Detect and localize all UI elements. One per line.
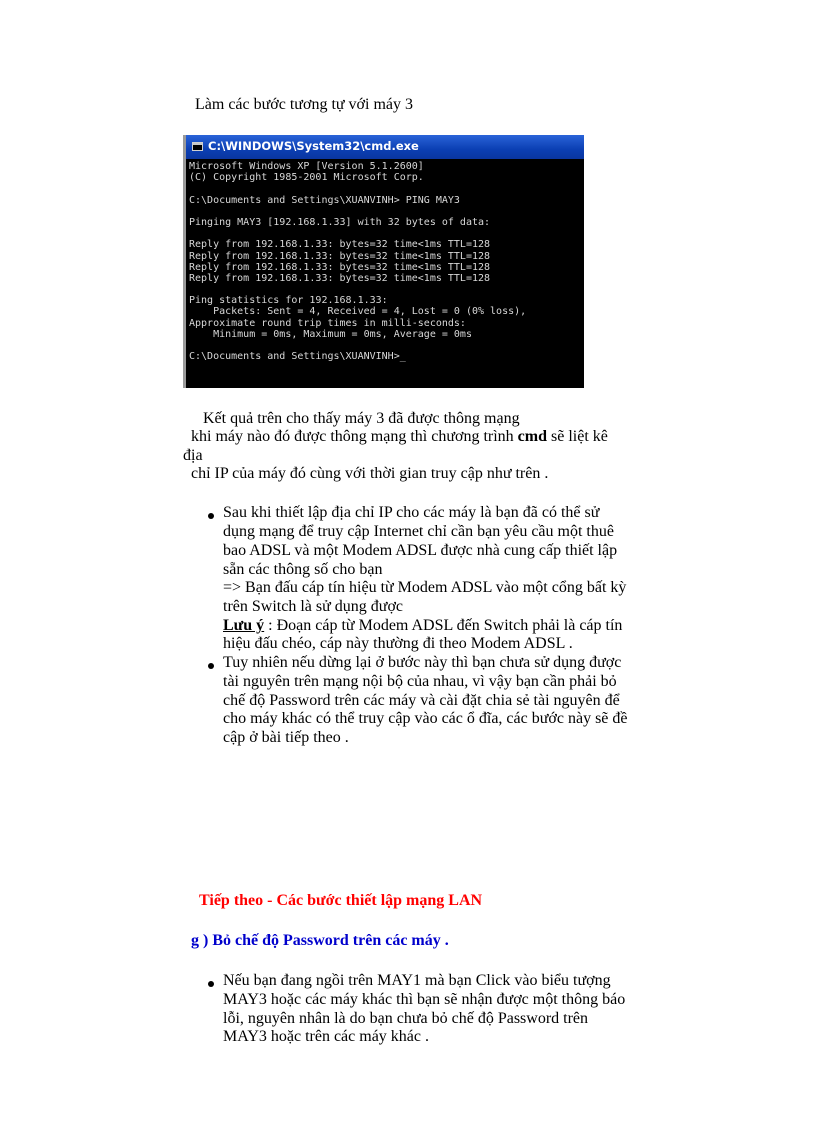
cmd-output-line: Approximate round trip times in milli-seconds: <box>189 317 466 329</box>
bullet2-line-2: tài nguyên trên mạng nội bộ của nhau, vì vậy bạn cần phải bỏ <box>223 673 617 690</box>
cmd-output-line: C:\Documents and Settings\XUANVINH> PING MAY3 <box>189 194 460 206</box>
bullet3-line-1: Nếu bạn đang ngồi trên MAY1 mà bạn Click vào biểu tượng <box>223 972 611 989</box>
heading-section-g: g ) Bỏ chế độ Password trên các máy . <box>191 932 449 949</box>
bullet1-line-4: sẵn các thông số cho bạn <box>223 561 383 578</box>
intro-text: Làm các bước tương tự với máy 3 <box>195 96 414 113</box>
cmd-output-line: Pinging MAY3 [192.168.1.33] with 32 bytes of data: <box>189 216 491 228</box>
cmd-output-line: (C) Copyright 1985-2001 Microsoft Corp. <box>189 172 424 184</box>
cmd-output-line: Minimum = 0ms, Maximum = 0ms, Average = 0ms <box>189 328 472 340</box>
note-label: Lưu ý <box>223 617 265 634</box>
cmd-icon <box>192 142 203 151</box>
cmd-title: C:\WINDOWS\System32\cmd.exe <box>208 139 419 153</box>
cmd-keyword: cmd <box>517 428 547 445</box>
result-line-4: chỉ IP của máy đó cùng với thời gian truy cập như trên . <box>191 465 549 482</box>
bullet2-line-4: cho máy khác có thể truy cập vào các ổ đĩa, các bước này sẽ đề <box>223 710 628 727</box>
bullet-dot <box>208 663 214 669</box>
bullet-dot <box>208 981 214 987</box>
cmd-output <box>189 161 584 362</box>
cmd-output-line <box>189 228 584 239</box>
cmd-output-line <box>189 340 584 351</box>
bullet1-line-1: Sau khi thiết lập địa chỉ IP cho các máy là bạn đã có thể sử <box>223 504 600 521</box>
bullet-dot <box>208 513 214 519</box>
cmd-output-line: Packets: Sent = 4, Received = 4, Lost = 0 (0% loss), <box>189 306 527 318</box>
bullet1-note-line: Lưu ý : Đoạn cáp từ Modem ADSL đến Switch phải là cáp tín <box>223 617 623 634</box>
bullet2-line-3: chế độ Password trên các máy và cài đặt chia sẻ tài nguyên để <box>223 692 620 709</box>
cmd-output-line: Reply from 192.168.1.33: bytes=32 time<1ms TTL=128 <box>189 239 491 251</box>
cmd-output-line <box>189 206 584 217</box>
cmd-output-line: Reply from 192.168.1.33: bytes=32 time<1ms TTL=128 <box>189 250 491 262</box>
bullet1-line-3: bao ADSL và một Modem ADSL được nhà cung cấp thiết lập <box>223 542 618 559</box>
bullet2-line-5: cập ở bài tiếp theo . <box>223 729 349 746</box>
cmd-output-line: Reply from 192.168.1.33: bytes=32 time<1ms TTL=128 <box>189 261 491 273</box>
bullet1-line-2: dụng mạng để truy cập Internet chỉ cần bạn yêu cầu một thuê <box>223 523 614 540</box>
result-line-3: địa <box>183 447 203 464</box>
bullet3-line-3: lỗi, nguyên nhân là do bạn chưa bỏ chế độ Password trên <box>223 1010 589 1027</box>
bullet2-line-1: Tuy nhiên nếu dừng lại ở bước này thì bạn chưa sử dụng được <box>223 654 622 671</box>
result-line-1: Kết quả trên cho thấy máy 3 đã được thông mạng <box>203 410 520 427</box>
heading-next: Tiếp theo - Các bước thiết lập mạng LAN <box>199 892 483 909</box>
bullet1-line-6: trên Switch là sử dụng được <box>223 598 403 615</box>
cmd-title-bar <box>186 135 584 159</box>
cmd-output-line <box>189 183 584 194</box>
bullet3-line-2: MAY3 hoặc các máy khác thì bạn sẽ nhận được một thông báo <box>223 991 626 1008</box>
bullet1-line-8: hiệu đấu chéo, cáp này thường đi theo Modem ADSL . <box>223 635 573 652</box>
cmd-output-line: C:\Documents and Settings\XUANVINH>_ <box>189 351 406 363</box>
bullet1-line-5: => Bạn đấu cáp tín hiệu từ Modem ADSL vào một cổng bất kỳ <box>223 579 627 596</box>
cmd-output-line <box>189 284 584 295</box>
bullet3-line-4: MAY3 hoặc trên các máy khác . <box>223 1028 429 1045</box>
cmd-window-screenshot <box>183 135 584 388</box>
cmd-output-line: Ping statistics for 192.168.1.33: <box>189 295 388 307</box>
cmd-output-line: Reply from 192.168.1.33: bytes=32 time<1ms TTL=128 <box>189 272 491 284</box>
result-line-2: khi máy nào đó được thông mạng thì chương trình cmd sẽ liệt kê <box>191 428 608 445</box>
cmd-output-line: Microsoft Windows XP [Version 5.1.2600] <box>189 161 424 172</box>
